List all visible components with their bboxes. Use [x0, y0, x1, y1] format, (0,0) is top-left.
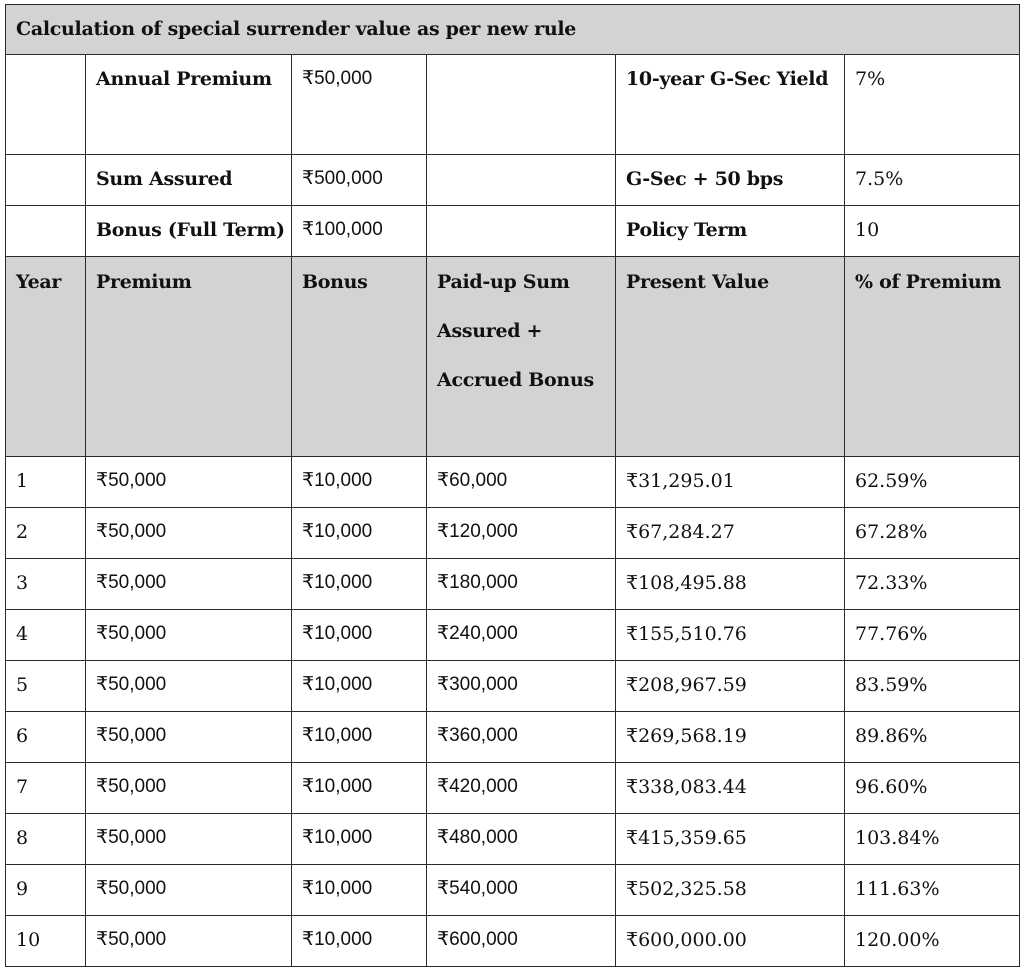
- empty-cell: [427, 206, 616, 257]
- year-cell: 6: [6, 712, 86, 763]
- info-row: [6, 206, 1020, 257]
- gsec-plus-bps-value: 7.5%: [845, 155, 1020, 206]
- paidup-cell: ₹600,000: [427, 916, 616, 967]
- premium-cell: ₹50,000: [86, 661, 292, 712]
- present-value-cell: ₹269,568.19: [616, 712, 845, 763]
- table-row: [6, 457, 1020, 508]
- present-value-cell: ₹415,359.65: [616, 814, 845, 865]
- year-cell: 8: [6, 814, 86, 865]
- year-cell: 3: [6, 559, 86, 610]
- year-cell: 4: [6, 610, 86, 661]
- premium-cell: ₹50,000: [86, 610, 292, 661]
- present-value-cell: ₹155,510.76: [616, 610, 845, 661]
- column-header-paidup-sum: [427, 257, 616, 457]
- bonus-full-term-value: ₹100,000: [292, 206, 427, 257]
- percent-cell: 120.00%: [845, 916, 1020, 967]
- paidup-cell: ₹480,000: [427, 814, 616, 865]
- annual-premium-value: ₹50,000: [292, 55, 427, 155]
- bonus-cell: ₹10,000: [292, 508, 427, 559]
- sum-assured-value: ₹500,000: [292, 155, 427, 206]
- paidup-cell: ₹60,000: [427, 457, 616, 508]
- bonus-cell: ₹10,000: [292, 712, 427, 763]
- paidup-cell: ₹180,000: [427, 559, 616, 610]
- year-cell: 7: [6, 763, 86, 814]
- table-row: [6, 559, 1020, 610]
- gsec-plus-bps-label: G-Sec + 50 bps: [616, 155, 845, 206]
- premium-cell: ₹50,000: [86, 508, 292, 559]
- table-row: [6, 712, 1020, 763]
- year-cell: 9: [6, 865, 86, 916]
- percent-cell: 96.60%: [845, 763, 1020, 814]
- policy-term-value: 10: [845, 206, 1020, 257]
- paidup-cell: ₹420,000: [427, 763, 616, 814]
- present-value-cell: ₹338,083.44: [616, 763, 845, 814]
- policy-term-label: Policy Term: [616, 206, 845, 257]
- year-cell: 5: [6, 661, 86, 712]
- present-value-cell: ₹502,325.58: [616, 865, 845, 916]
- year-cell: 10: [6, 916, 86, 967]
- paidup-cell: ₹240,000: [427, 610, 616, 661]
- column-header-percent-premium: % of Premium: [845, 257, 1020, 457]
- premium-cell: ₹50,000: [86, 559, 292, 610]
- bonus-cell: ₹10,000: [292, 763, 427, 814]
- table-title-row: [6, 5, 1020, 55]
- percent-cell: 103.84%: [845, 814, 1020, 865]
- bonus-cell: ₹10,000: [292, 610, 427, 661]
- present-value-cell: ₹108,495.88: [616, 559, 845, 610]
- bonus-cell: ₹10,000: [292, 814, 427, 865]
- present-value-cell: ₹600,000.00: [616, 916, 845, 967]
- table-row: [6, 916, 1020, 967]
- paidup-cell: ₹540,000: [427, 865, 616, 916]
- paidup-cell: ₹360,000: [427, 712, 616, 763]
- gsec-yield-label: 10-year G-Sec Yield: [616, 55, 845, 155]
- empty-cell: [427, 155, 616, 206]
- table-row: [6, 865, 1020, 916]
- year-cell: 1: [6, 457, 86, 508]
- bonus-cell: ₹10,000: [292, 661, 427, 712]
- sum-assured-label: Sum Assured: [86, 155, 292, 206]
- percent-cell: 67.28%: [845, 508, 1020, 559]
- table-title: Calculation of special surrender value as per new rule: [6, 5, 1020, 55]
- premium-cell: ₹50,000: [86, 916, 292, 967]
- paidup-cell: ₹120,000: [427, 508, 616, 559]
- premium-cell: ₹50,000: [86, 865, 292, 916]
- column-header-present-value: Present Value: [616, 257, 845, 457]
- present-value-cell: ₹208,967.59: [616, 661, 845, 712]
- table-row: [6, 661, 1020, 712]
- percent-cell: 72.33%: [845, 559, 1020, 610]
- percent-cell: 111.63%: [845, 865, 1020, 916]
- premium-cell: ₹50,000: [86, 763, 292, 814]
- present-value-cell: ₹67,284.27: [616, 508, 845, 559]
- empty-cell: [6, 155, 86, 206]
- bonus-cell: ₹10,000: [292, 865, 427, 916]
- bonus-cell: ₹10,000: [292, 559, 427, 610]
- empty-cell: [427, 55, 616, 155]
- bonus-full-term-label: Bonus (Full Term): [86, 206, 292, 257]
- paidup-cell: ₹300,000: [427, 661, 616, 712]
- present-value-cell: ₹31,295.01: [616, 457, 845, 508]
- table-row: [6, 610, 1020, 661]
- surrender-value-table: [5, 4, 1020, 967]
- info-row: [6, 55, 1020, 155]
- premium-cell: ₹50,000: [86, 457, 292, 508]
- column-header-row: [6, 257, 1020, 457]
- percent-cell: 89.86%: [845, 712, 1020, 763]
- column-header-bonus: Bonus: [292, 257, 427, 457]
- percent-cell: 77.76%: [845, 610, 1020, 661]
- table-row: [6, 763, 1020, 814]
- bonus-cell: ₹10,000: [292, 916, 427, 967]
- empty-cell: [6, 206, 86, 257]
- table-row: [6, 814, 1020, 865]
- gsec-yield-value: 7%: [845, 55, 1020, 155]
- premium-cell: ₹50,000: [86, 712, 292, 763]
- column-header-year: Year: [6, 257, 86, 457]
- year-cell: 2: [6, 508, 86, 559]
- info-row: [6, 155, 1020, 206]
- empty-cell: [6, 55, 86, 155]
- bonus-cell: ₹10,000: [292, 457, 427, 508]
- column-header-premium: Premium: [86, 257, 292, 457]
- premium-cell: ₹50,000: [86, 814, 292, 865]
- annual-premium-label: Annual Premium: [86, 55, 292, 155]
- table-row: [6, 508, 1020, 559]
- column-header-paidup-sum-text: Paid-up Sum Assured + Accrued Bonus: [437, 271, 594, 391]
- percent-cell: 62.59%: [845, 457, 1020, 508]
- percent-cell: 83.59%: [845, 661, 1020, 712]
